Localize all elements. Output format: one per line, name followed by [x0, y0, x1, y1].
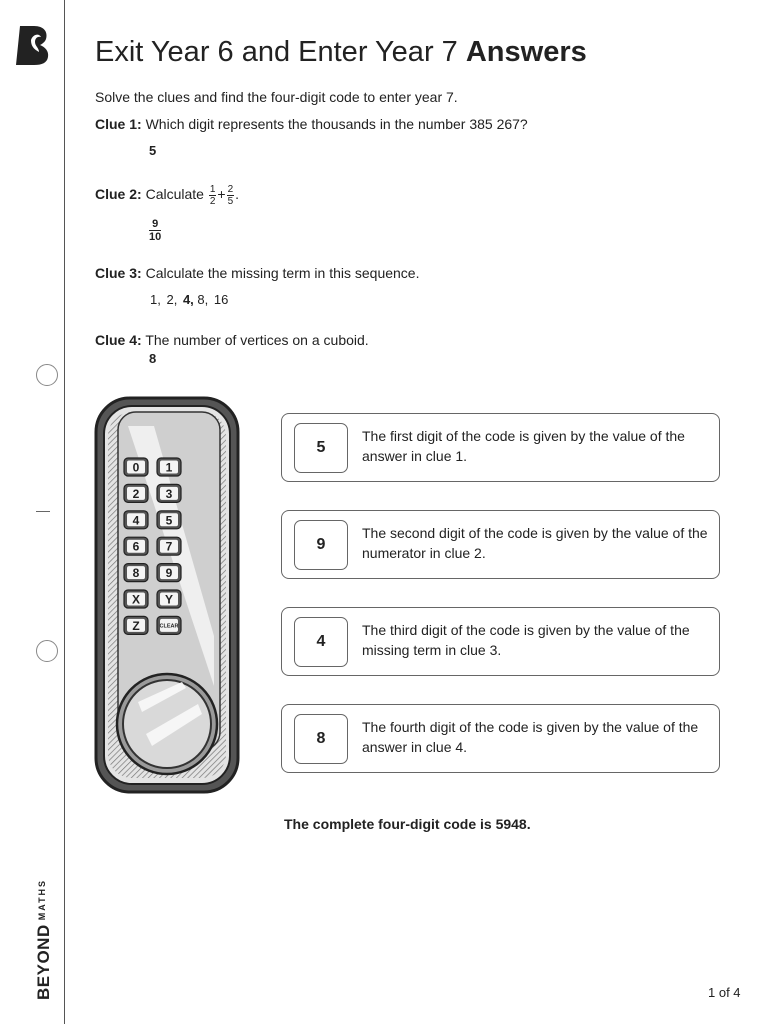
fraction [209, 184, 217, 207]
clue-end: . [235, 186, 240, 203]
keypad-key-5 [157, 511, 181, 529]
clue-3 [95, 265, 420, 281]
fraction-numerator: 9 [149, 218, 161, 231]
clue-text: Calculate [145, 186, 204, 203]
sequence-term: 16 [213, 292, 229, 307]
sequence-term: 2, [166, 292, 178, 307]
keypad-key-y [157, 590, 181, 608]
sequence-term: 8, [197, 292, 209, 307]
svg-text:Z: Z [132, 618, 140, 633]
keypad-key-clear [157, 616, 181, 634]
clue-label: Clue 1: [95, 116, 142, 132]
keypad-key-4 [124, 511, 148, 529]
svg-text:6: 6 [132, 539, 140, 554]
card-text: The first digit of the code is given by the value of the answer in clue 1. [362, 428, 685, 464]
fraction-numerator: 1 [209, 184, 216, 195]
svg-text:5: 5 [165, 513, 173, 528]
svg-text:CLEAR: CLEAR [159, 623, 179, 630]
punch-hole [36, 364, 58, 386]
clue-4 [95, 332, 369, 348]
sequence-missing-term: 4, [182, 292, 194, 307]
code-digit-box: 8 [294, 714, 348, 764]
card-text: The second digit of the code is given by the value of the numerator in clue 2. [362, 525, 708, 561]
card-text: The third digit of the code is given by the value of the missing term in clue 3. [362, 622, 690, 658]
clue-label: Clue 3: [95, 265, 142, 281]
keypad-key-2 [124, 484, 148, 502]
margin-line [64, 0, 65, 1024]
code-digit-box: 9 [294, 520, 348, 570]
clue-4-answer: 8 [149, 351, 157, 366]
clue-text: Calculate the missing term in this sequence. [145, 265, 420, 281]
keypad-key-3 [157, 484, 181, 502]
fraction [227, 184, 235, 207]
clue-2-answer [148, 218, 162, 243]
sequence-term: 1, [150, 292, 161, 307]
fraction-numerator: 2 [227, 184, 234, 195]
keypad-key-0 [124, 458, 148, 476]
punch-hole [36, 640, 58, 662]
keypad-key-9 [157, 564, 181, 582]
keypad-key-6 [124, 537, 148, 555]
intro-text: Solve the clues and find the four-digit code to enter year 7. [95, 89, 458, 105]
page-title-bold: Answers [465, 36, 587, 68]
brand-name: BEYOND [34, 924, 53, 1000]
svg-text:4: 4 [132, 513, 140, 528]
svg-text:9: 9 [165, 566, 173, 581]
code-digit-card [281, 510, 720, 579]
keypad-key-1 [157, 458, 181, 476]
clue-text: The number of vertices on a cuboid. [145, 332, 369, 348]
code-digit-card [281, 704, 720, 773]
svg-text:X: X [131, 592, 141, 607]
fraction-denominator: 10 [149, 231, 162, 243]
answer-fraction [149, 218, 161, 243]
code-digit-box: 4 [294, 617, 348, 667]
clue-1 [95, 116, 528, 132]
svg-text:8: 8 [132, 566, 140, 581]
page-title [95, 36, 587, 69]
keypad-key-x [124, 590, 148, 608]
clue-2 [95, 184, 239, 207]
svg-text:2: 2 [132, 486, 140, 501]
keypad-lock-illustration [94, 396, 240, 794]
svg-text:1: 1 [165, 460, 173, 475]
svg-text:0: 0 [132, 460, 140, 475]
code-digit-box: 5 [294, 423, 348, 473]
beyond-logo-icon [14, 24, 52, 66]
code-digit-card [281, 413, 720, 482]
operator: + [217, 186, 226, 203]
svg-text:3: 3 [165, 486, 173, 501]
clue-1-answer: 5 [149, 143, 157, 158]
svg-text:7: 7 [165, 539, 173, 554]
fraction-denominator: 2 [209, 196, 216, 207]
keypad-key-z [124, 616, 148, 634]
keypad-key-7 [157, 537, 181, 555]
page-title-text: Exit Year 6 and Enter Year 7 [95, 36, 458, 68]
sequence [150, 292, 230, 307]
card-text: The fourth digit of the code is given by the value of the answer in clue 4. [362, 719, 699, 755]
brand-sub: MATHS [37, 878, 47, 921]
fraction-denominator: 5 [227, 196, 234, 207]
conclusion-text: The complete four-digit code is 5948. [284, 816, 531, 832]
fold-mark [36, 511, 50, 512]
clue-label: Clue 4: [95, 332, 142, 348]
brand-label [34, 879, 54, 1000]
svg-text:Y: Y [164, 592, 174, 607]
page-number: 1 of 4 [708, 985, 741, 1000]
code-digit-card [281, 607, 720, 676]
clue-label: Clue 2: [95, 186, 142, 203]
keypad-key-8 [124, 564, 148, 582]
clue-text: Which digit represents the thousands in the number 385 267? [145, 116, 528, 132]
